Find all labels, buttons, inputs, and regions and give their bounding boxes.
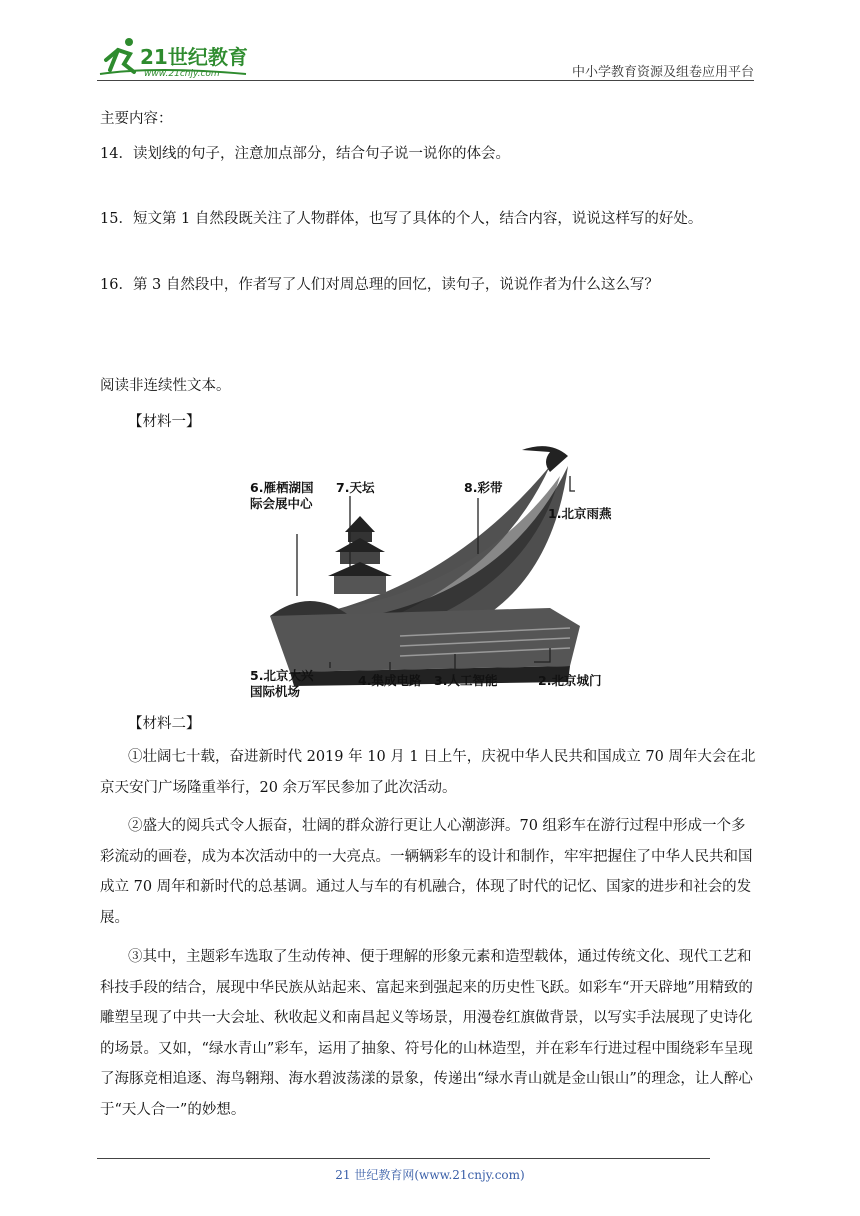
site-logo: [96, 36, 256, 80]
parade-float-illustration: [250, 436, 642, 706]
swallow-icon: [522, 446, 568, 472]
label-7: 7.天坛: [336, 480, 375, 495]
label-4: 4.集成电路: [358, 673, 422, 688]
footer-text: 21 世纪教育网(www.21cnjy.com): [335, 1168, 525, 1182]
paragraph-1: ①壮阔七十载，奋进新时代 2019 年 10 月 1 日上午，庆祝中华人民共和国成立 70 周年大会在北京天安门广场隆重举行，20 余万军民参加了此次活动。: [100, 749, 756, 796]
label-5b: 国际机场: [250, 684, 301, 699]
question-16: 16．第 3 自然段中，作者写了人们对周总理的回忆，读句子，说说作者为什么这么写？: [100, 277, 659, 293]
platform-name: 中小学教育资源及组卷应用平台: [571, 65, 754, 80]
paragraph-2: ②盛大的阅兵式令人振奋，壮阔的群众游行更让人心潮澎湃。70 组彩车在游行过程中形成一个多彩流动的画卷，成为本次活动中的一大亮点。一辆辆彩车的设计和制作，牢牢把握住了中华人民共和国成立 70 周年和新时代的总基调。通过人与车的有机融合，体现了时代的记忆、国家的进步和社会的发展。: [100, 818, 753, 926]
label-3: 3.人工智能: [434, 673, 498, 688]
material-one-heading: 【材料一】: [128, 414, 201, 430]
label-6a: 6.雁栖湖国: [250, 480, 314, 495]
label-2: 2.北京城门: [538, 673, 602, 688]
header-divider: [97, 80, 754, 81]
label-8: 8.彩带: [464, 480, 503, 495]
paragraph-3: ③其中，主题彩车选取了生动传神、便于理解的形象元素和造型载体，通过传统文化、现代工艺和科技手段的结合，展现中华民族从站起来、富起来到强起来的历史性飞跃。如彩车“开天辟地”用精致的雕塑呈现了中共一大会址、秋收起义和南昌起义等场景，用漫卷红旗做背景，以写实手法展现了史诗化的场景。又如，“绿水青山”彩车，运用了抽象、符号化的山林造型，并在彩车行进过程中围绕彩车呈现了海豚竞相追逐、海鸟翱翔、海水碧波荡漾的景象，传递出“绿水青山就是金山银山”的理念，让人醉心于“天人合一”的妙想。: [100, 949, 753, 1118]
footer-divider: [97, 1158, 710, 1159]
reading-intro: 阅读非连续性文本。: [100, 378, 231, 394]
material-two-heading: 【材料二】: [128, 716, 201, 732]
label-6b: 际会展中心: [250, 496, 313, 511]
label-1: 1.北京雨燕: [548, 506, 612, 521]
logo-text: 21世纪教育: [140, 45, 248, 69]
main-content-label: 主要内容：: [100, 111, 173, 127]
question-14: 14．读划线的句子，注意加点部分，结合句子说一说你的体会。: [100, 146, 510, 162]
label-5a: 5.北京大兴: [250, 668, 314, 683]
question-15: 15．短文第 1 自然段既关注了人物群体，也写了具体的个人，结合内容，说说这样写的好处。: [100, 211, 703, 227]
logo-url: www.21cnjy.com: [144, 69, 220, 79]
